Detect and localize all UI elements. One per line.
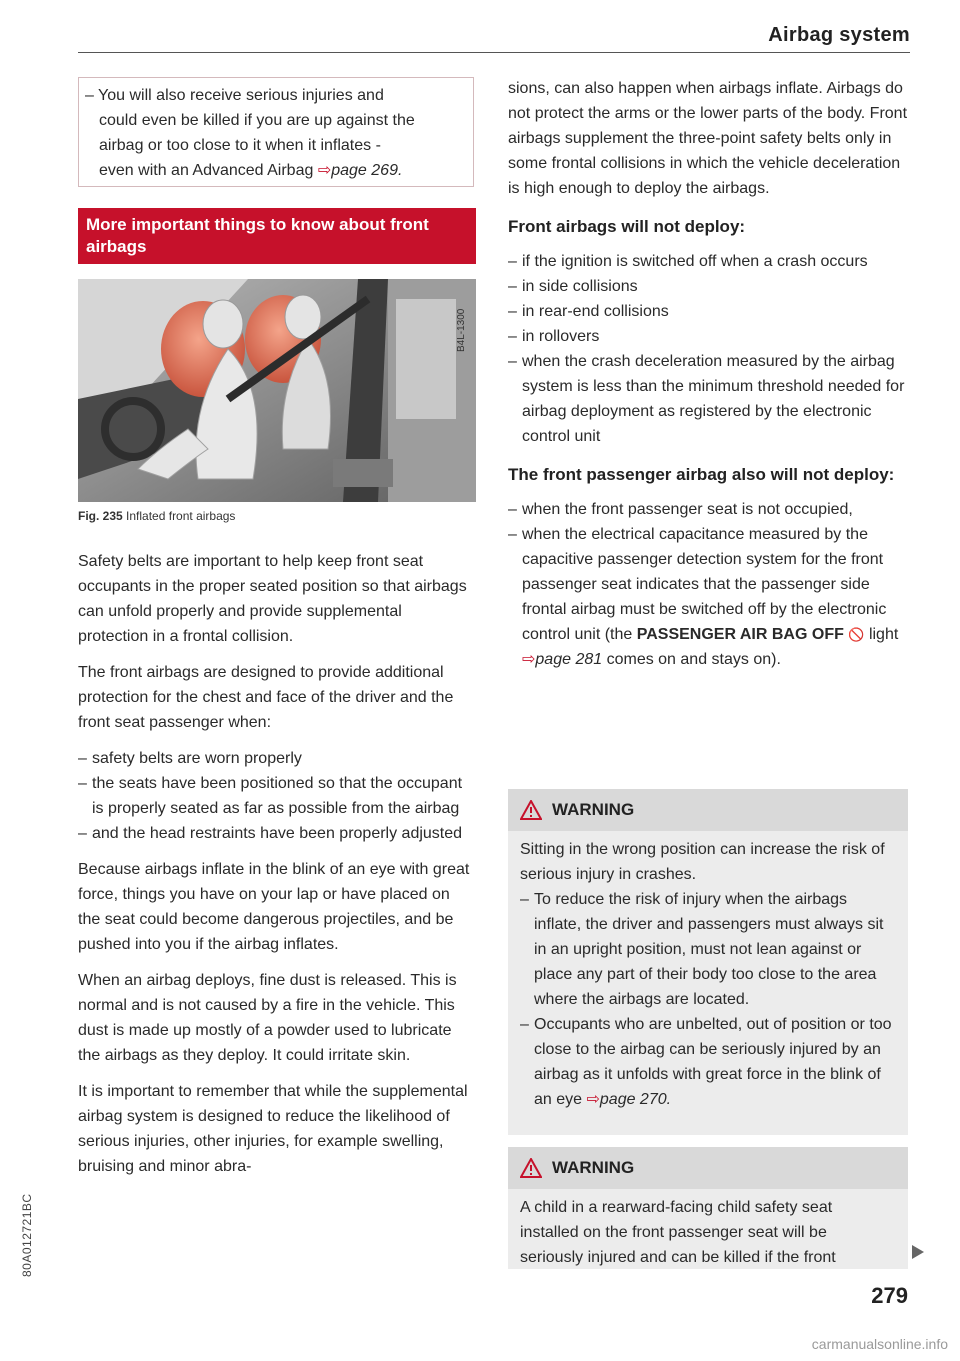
paragraph-remember: It is important to remember that while the supplemental airbag system is designed to reduce the likelihood of serious injuries, other injuries, for example swelling, bruising and minor abra- bbox=[78, 1083, 468, 1175]
list-item: – when the front passenger seat is not occupied, bbox=[508, 497, 908, 522]
warning-triangle-icon bbox=[520, 1158, 542, 1178]
paragraph-blink: Because airbags inflate in the blink of an eye with great force, things you have on your lap or have placed on the seat could become dangerous projectiles, and be pushed into you if the airbag inflates. bbox=[78, 861, 470, 953]
warning-header bbox=[508, 789, 908, 831]
warning-text: Occupants who are unbelted, out of position or too close to the airbag can be seriously injured by an airbag as it unfolds with great force in the blink of an eye bbox=[534, 1016, 892, 1108]
continue-arrow-icon[interactable] bbox=[912, 1245, 924, 1259]
conditions-list bbox=[78, 746, 476, 846]
warning-body bbox=[508, 1189, 908, 1276]
list-item: – in side collisions bbox=[508, 274, 908, 299]
note-box bbox=[78, 77, 474, 187]
paragraph-abrasions: sions, can also happen when airbags inflate. Airbags do not protect the arms or the lower parts of the body. Front airbags supplement the three-point safety belts only in some frontal collisions in which the vehicle deceleration is high enough to deploy the airbags. bbox=[508, 80, 908, 197]
note-line-4 bbox=[91, 158, 463, 183]
list-item: – in rollovers bbox=[508, 324, 908, 349]
list-item: – the seats have been positioned so that the occupant is properly seated as far as possible from the airbag bbox=[78, 771, 476, 821]
page-header-title: Airbag system bbox=[768, 24, 910, 46]
list-item: – and the head restraints have been properly adjusted bbox=[78, 821, 476, 846]
page-arrow-icon: ⇨ bbox=[586, 1091, 600, 1108]
warning-box-1 bbox=[508, 789, 908, 1135]
left-body bbox=[78, 549, 476, 1179]
page-arrow-icon: ⇨ bbox=[317, 162, 332, 179]
list-item: – To reduce the risk of injury when the airbags inflate, the driver and passengers must always sit in an upright position, must not lean against or place any part of their body too close to the area where the airbags are located. bbox=[520, 887, 896, 1012]
page-number: 279 bbox=[871, 1283, 908, 1308]
bullet-text: comes on and stays on). bbox=[602, 651, 781, 668]
paragraph-designed: The front airbags are designed to provide additional protection for the chest and face of the driver and the front seat passenger when: bbox=[78, 664, 454, 731]
paragraph-belts: Safety belts are important to help keep front seat occupants in the proper seated position so that airbags can unfold properly and provide supplemental protection in a frontal collision. bbox=[78, 553, 467, 645]
figure-code: B4L-1300 bbox=[456, 308, 467, 352]
passenger-list bbox=[508, 497, 908, 672]
list-item bbox=[520, 1012, 896, 1112]
warning-body bbox=[508, 831, 908, 1118]
warning-header bbox=[508, 1147, 908, 1189]
heading-passenger-not-deploy: The front passenger airbag also will not deploy: bbox=[508, 465, 895, 484]
page-ref-link[interactable]: page 270. bbox=[599, 1091, 672, 1108]
warning-intro: Sitting in the wrong position can increase the risk of serious injury in crashes. bbox=[520, 841, 885, 883]
list-item: – when the crash deceleration measured by the airbag system is less than the minimum threshold needed for airbag deployment as registered by the electronic control unit bbox=[508, 349, 908, 449]
warning-title: WARNING bbox=[552, 1158, 635, 1177]
section-heading: More important things to know about front airbags bbox=[78, 208, 476, 264]
header-rule bbox=[78, 52, 910, 53]
watermark: carmanualsonline.info bbox=[811, 1336, 948, 1352]
airbag-illustration bbox=[78, 279, 476, 502]
heading-not-deploy: Front airbags will not deploy: bbox=[508, 217, 746, 236]
note-line-3: airbag or too close to it when it inflates - bbox=[99, 137, 381, 154]
figure-inflated-airbags bbox=[78, 279, 476, 502]
page-arrow-icon: ⇨ bbox=[522, 651, 536, 668]
figure-caption bbox=[78, 509, 235, 523]
paragraph-dust: When an airbag deploys, fine dust is released. This is normal and is not caused by a fire in the vehicle. This dust is made up mostly of a powder used to lubricate the airbags as they deploy. It could irritate skin. bbox=[78, 972, 457, 1064]
note-line-2: could even be killed if you are up against the bbox=[99, 112, 415, 129]
note-line-1: – You will also receive serious injuries and bbox=[85, 87, 384, 104]
page-ref-link[interactable]: page 269. bbox=[331, 162, 403, 179]
right-body bbox=[508, 76, 908, 672]
passenger-airbag-off-icon: 🚫 bbox=[848, 627, 865, 642]
warning-box-2 bbox=[508, 1147, 908, 1269]
warning-triangle-icon bbox=[520, 800, 542, 820]
caption-text: Inflated front airbags bbox=[126, 509, 236, 523]
list-item: – safety belts are worn properly bbox=[78, 746, 476, 771]
warning-list bbox=[520, 887, 896, 1112]
document-code: 80A012721BC bbox=[20, 1193, 34, 1277]
warning-text: A child in a rearward-facing child safety seat installed on the front passenger seat will be seriously injured and can be killed if the front bbox=[520, 1199, 836, 1266]
page-ref-link[interactable]: page 281 bbox=[535, 651, 603, 668]
not-deploy-list bbox=[508, 249, 908, 449]
indicator-name: PASSENGER AIR BAG OFF bbox=[636, 626, 844, 643]
note-text: even with an Advanced Airbag bbox=[99, 162, 318, 179]
list-item bbox=[508, 522, 908, 672]
list-item: – if the ignition is switched off when a crash occurs bbox=[508, 249, 908, 274]
warning-title: WARNING bbox=[552, 800, 635, 819]
bullet-text: when the electrical capacitance measured by the capacitive passenger detection system for the front passenger seat indicates that the passenger side frontal airbag must be switched off by the electronic control unit (the bbox=[522, 526, 887, 643]
bullet-text: light bbox=[864, 626, 899, 643]
caption-label: Fig. 235 bbox=[78, 509, 123, 523]
list-item: – in rear-end collisions bbox=[508, 299, 908, 324]
